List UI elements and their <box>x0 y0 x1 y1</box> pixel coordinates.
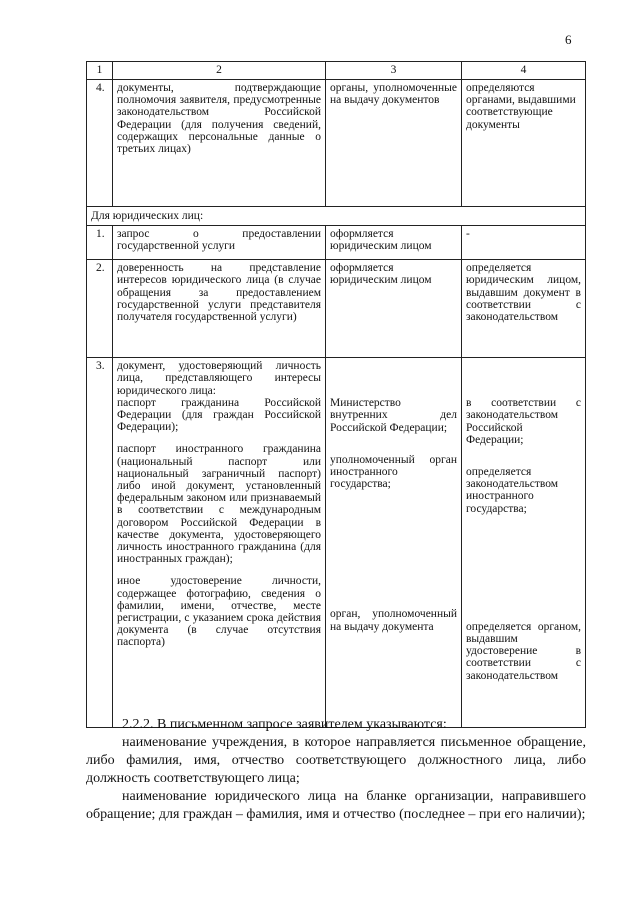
table-header-row <box>87 62 586 80</box>
paragraph-recipient: наименование учреждения, в которое направляется письменное обращение, либо фамилия, имя, отчество соответствующего должностного лица, либо должность соответствующего лица; <box>86 735 586 786</box>
header-col-3: 3 <box>326 62 462 80</box>
method-cell <box>462 358 586 728</box>
header-col-1: 1 <box>87 62 113 80</box>
rf-passport-method: в соответствии с законодательством Российской Федерации; <box>466 397 581 446</box>
row-number: 3. <box>87 358 113 728</box>
body-text <box>86 716 586 824</box>
rf-passport-text: паспорт гражданина Российской Федерации (для граждан Российской Федерации); <box>117 396 321 434</box>
section-row <box>87 207 586 226</box>
rf-passport-issuer: Министерство внутренних дел Российской Федерации; <box>330 397 457 434</box>
header-col-4: 4 <box>462 62 586 80</box>
document-cell: доверенность на представление интересов юридического лица (в случае обращения за предоставлением государственной услуги представителя получателя государственной услуги) <box>113 260 326 358</box>
page-number: 6 <box>565 32 572 47</box>
foreign-passport-issuer: уполномоченный орган иностранного государства; <box>330 453 457 491</box>
issuer-cell: органы, уполномоченные на выдачу документов <box>326 80 462 207</box>
foreign-passport-text: паспорт иностранного гражданина (национальный паспорт или национальный заграничный паспорт) либо иной документ, установленный федеральным законом или признаваемый в соответствии с международным договором Российской Федерации в качестве документа, удостоверяющего личность иностранного гражданина (для иностранных граждан); <box>117 443 321 566</box>
issuer-cell: оформляется юридическим лицом <box>326 226 462 260</box>
document-cell: документы, подтверждающие полномочия заявителя, предусмотренные законодательством Российской Федерации (для получения сведений, содержащих персональные данные о третьих лицах) <box>113 80 326 207</box>
paragraph-organization: наименование юридического лица на бланке организации, направившего обращение; для граждан – фамилия, имя и отчество (последнее – при его наличии); <box>86 789 586 822</box>
table-row <box>87 358 586 728</box>
other-id-text: иное удостоверение личности, содержащее фотографию, сведения о фамилии, имени, отчестве, месте регистрации, с указанием срока действия документа (в случае отсутствия паспорта) <box>117 575 321 649</box>
header-col-2: 2 <box>113 62 326 80</box>
issuer-cell: оформляется юридическим лицом <box>326 260 462 358</box>
section-label: Для юридических лиц: <box>87 207 586 226</box>
other-id-method: определяется органом, выдавшим удостоверение в соответствии с законодательством <box>466 620 581 682</box>
row-number: 4. <box>87 80 113 207</box>
foreign-passport-method: определяется законодательством иностранного государства; <box>466 466 559 515</box>
table-row <box>87 260 586 358</box>
document-cell: запрос о предоставлении государственной услуги <box>113 226 326 260</box>
row-number: 1. <box>87 226 113 260</box>
row-number: 2. <box>87 260 113 358</box>
method-cell: определяются органами, выдавшими соответствующие документы <box>462 80 586 207</box>
paragraph-2-2-2: 2.2.2. В письменном запросе заявителем указываются: <box>122 717 447 732</box>
method-cell: определяется юридическим лицом, выдавшим документ в соответствии с законодательством <box>462 260 586 358</box>
table-row <box>87 226 586 260</box>
identity-intro: документ, удостоверяющий личность лица, представляющего интересы юридического лица: <box>117 360 321 397</box>
document-cell <box>113 358 326 728</box>
method-cell: - <box>462 226 586 260</box>
other-id-issuer: орган, уполномоченный на выдачу документа <box>330 608 457 633</box>
table-row <box>87 80 586 207</box>
requirements-table <box>86 61 586 728</box>
issuer-cell <box>326 358 462 728</box>
